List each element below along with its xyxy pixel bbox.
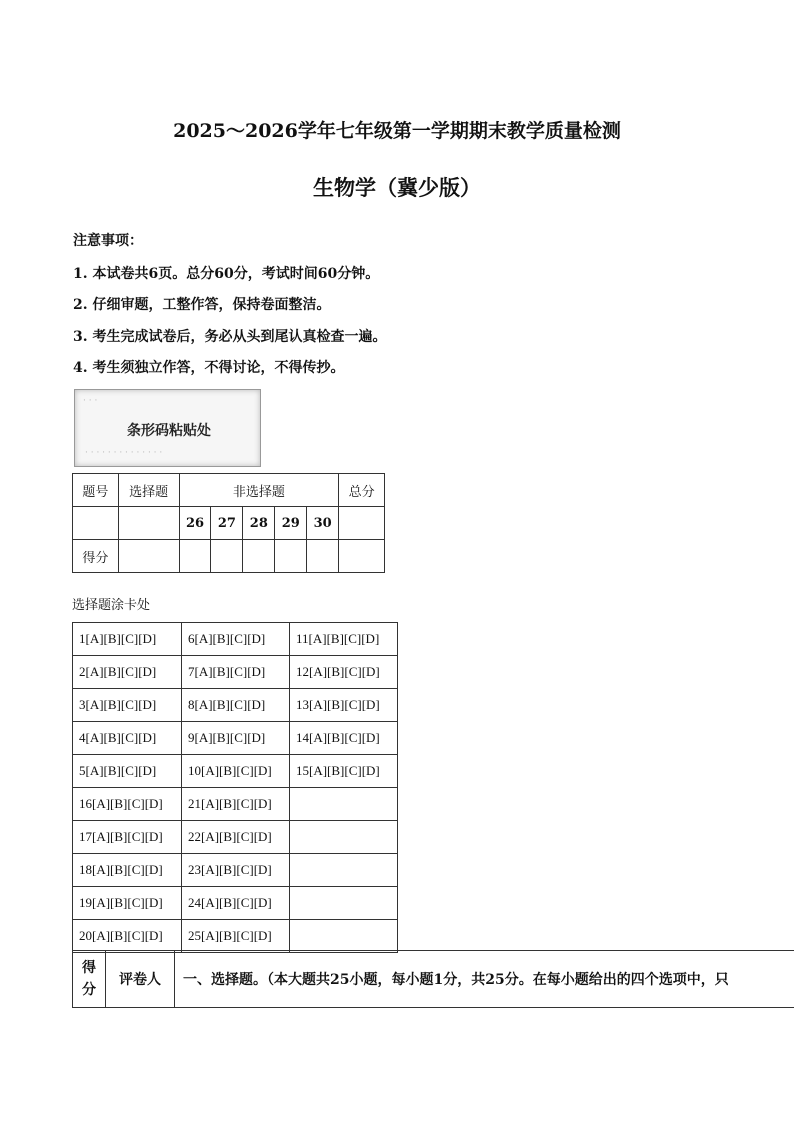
answer-bubble-cell[interactable]: 10[A][B][C][D] <box>182 755 290 788</box>
header-choice: 选择题 <box>118 474 179 507</box>
notes-heading: 注意事项： <box>73 233 143 249</box>
note-item: 4. 考生须独立作答，不得讨论，不得传抄。 <box>73 360 345 376</box>
note-item: 2. 仔细审题，工整作答，保持卷面整洁。 <box>73 297 331 313</box>
answer-bubble-cell[interactable]: 15[A][B][C][D] <box>290 755 398 788</box>
scan-noise: · · · · · · · · · · · · · · <box>85 448 163 458</box>
score-cell <box>339 540 385 573</box>
answer-row <box>73 920 398 953</box>
header-nonchoice: 非选择题 <box>179 474 339 507</box>
question-number: 28 <box>243 507 275 540</box>
score-cell <box>118 540 179 573</box>
section-score-text: 得分 <box>82 960 96 998</box>
blank-cell <box>339 507 385 540</box>
score-cell <box>307 540 339 573</box>
score-cell <box>243 540 275 573</box>
answer-bubble-cell[interactable]: 25[A][B][C][D] <box>182 920 290 953</box>
answer-bubble-cell[interactable]: 11[A][B][C][D] <box>290 623 398 656</box>
answer-bubble-cell[interactable]: 9[A][B][C][D] <box>182 722 290 755</box>
answer-bubble-cell[interactable]: 2[A][B][C][D] <box>73 656 182 689</box>
answer-row <box>73 689 398 722</box>
page-title: 2025～2026学年七年级第一学期期末教学质量检测 <box>173 120 621 142</box>
empty-cell <box>290 920 398 953</box>
score-table <box>72 473 385 573</box>
header-item: 题号 <box>73 474 119 507</box>
empty-cell <box>290 788 398 821</box>
answer-bubble-cell[interactable]: 3[A][B][C][D] <box>73 689 182 722</box>
score-row-label: 得分 <box>73 540 119 573</box>
answer-row <box>73 623 398 656</box>
answer-bubble-cell[interactable]: 19[A][B][C][D] <box>73 887 182 920</box>
answer-bubble-cell[interactable]: 18[A][B][C][D] <box>73 854 182 887</box>
barcode-sticker-area <box>74 389 261 467</box>
answer-row <box>73 854 398 887</box>
answer-bubble-cell[interactable]: 1[A][B][C][D] <box>73 623 182 656</box>
answer-row <box>73 821 398 854</box>
answer-row <box>73 887 398 920</box>
empty-cell <box>290 887 398 920</box>
answer-bubble-cell[interactable]: 5[A][B][C][D] <box>73 755 182 788</box>
answer-bubble-cell[interactable]: 8[A][B][C][D] <box>182 689 290 722</box>
question-number: 27 <box>211 507 243 540</box>
section-score-label <box>73 951 106 1008</box>
section-grader-label: 评卷人 <box>106 951 175 1008</box>
header-total: 总分 <box>339 474 385 507</box>
empty-cell <box>290 821 398 854</box>
answer-bubble-cell[interactable]: 4[A][B][C][D] <box>73 722 182 755</box>
answer-bubble-cell[interactable]: 20[A][B][C][D] <box>73 920 182 953</box>
question-number: 29 <box>275 507 307 540</box>
page-subtitle: 生物学（冀少版） <box>313 175 481 200</box>
blank-cell <box>118 507 179 540</box>
score-cell <box>179 540 211 573</box>
answer-bubble-cell[interactable]: 16[A][B][C][D] <box>73 788 182 821</box>
answer-row <box>73 656 398 689</box>
answer-bubble-cell[interactable]: 23[A][B][C][D] <box>182 854 290 887</box>
answer-bubble-cell[interactable]: 7[A][B][C][D] <box>182 656 290 689</box>
question-number: 30 <box>307 507 339 540</box>
answer-bubble-cell[interactable]: 14[A][B][C][D] <box>290 722 398 755</box>
answer-card-label: 选择题涂卡处 <box>72 598 151 613</box>
question-number: 26 <box>179 507 211 540</box>
empty-cell <box>290 854 398 887</box>
answer-row <box>73 755 398 788</box>
answer-bubble-cell[interactable]: 21[A][B][C][D] <box>182 788 290 821</box>
blank-cell <box>73 507 119 540</box>
answer-bubble-cell[interactable]: 12[A][B][C][D] <box>290 656 398 689</box>
score-cell <box>211 540 243 573</box>
section-instruction: 一、选择题。（本大题共25小题，每小题1分，共25分。在每小题给出的四个选项中，只 <box>175 951 794 1008</box>
answer-card-table <box>72 622 398 953</box>
answer-bubble-cell[interactable]: 22[A][B][C][D] <box>182 821 290 854</box>
answer-row <box>73 722 398 755</box>
scan-noise: · · · <box>83 396 98 406</box>
answer-bubble-cell[interactable]: 17[A][B][C][D] <box>73 821 182 854</box>
answer-bubble-cell[interactable]: 6[A][B][C][D] <box>182 623 290 656</box>
note-item: 1. 本试卷共6页。总分60分，考试时间60分钟。 <box>73 266 380 282</box>
barcode-label: 条形码粘贴处 <box>127 423 211 439</box>
answer-bubble-cell[interactable]: 13[A][B][C][D] <box>290 689 398 722</box>
score-cell <box>275 540 307 573</box>
note-item: 3. 考生完成试卷后，务必从头到尾认真检查一遍。 <box>73 329 387 345</box>
answer-row <box>73 788 398 821</box>
answer-bubble-cell[interactable]: 24[A][B][C][D] <box>182 887 290 920</box>
section-header-table <box>72 950 794 1008</box>
